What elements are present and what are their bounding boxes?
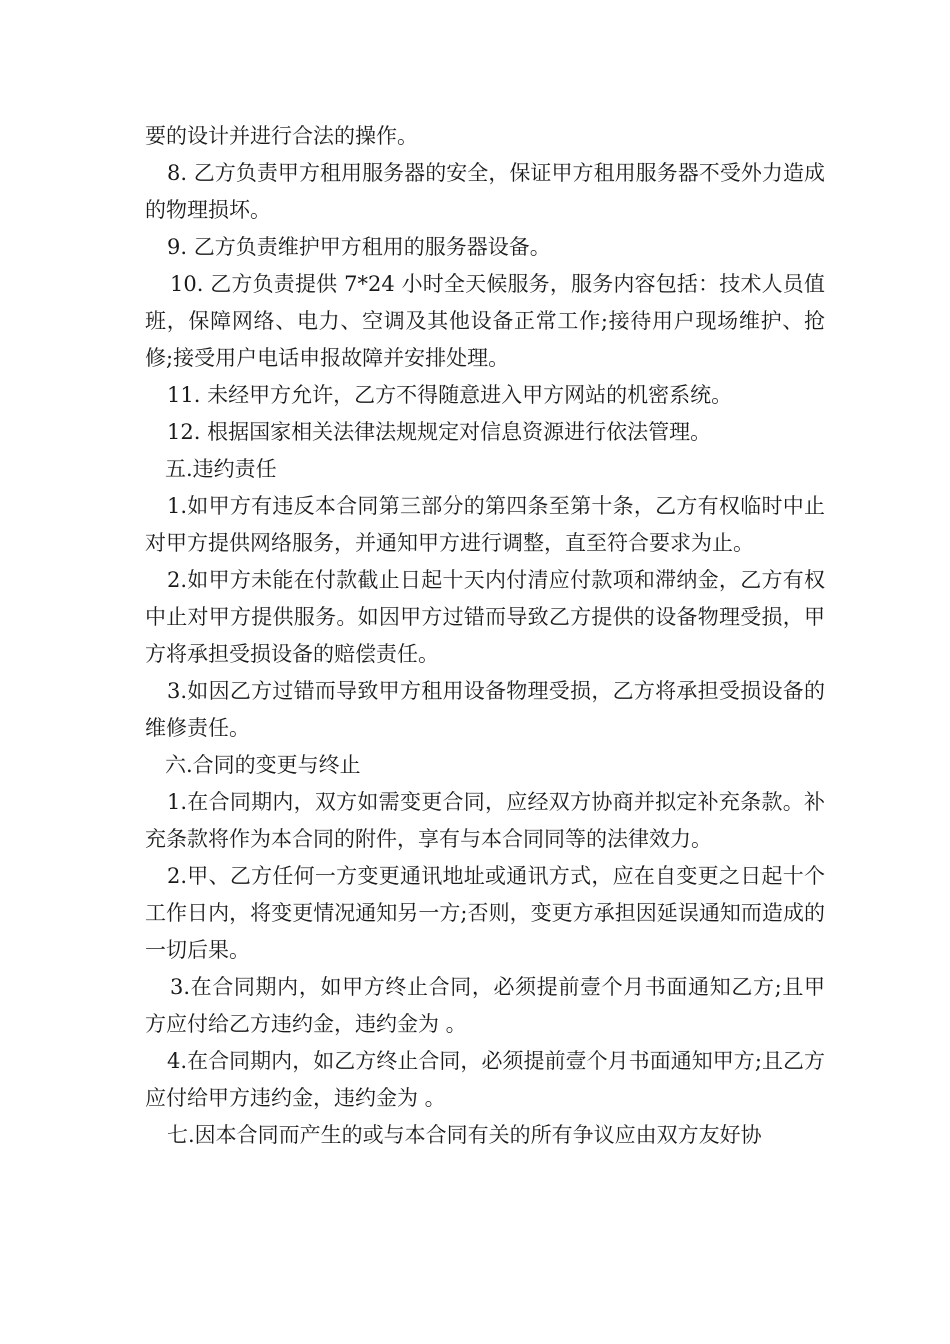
paragraph-clause-9: 9. 乙方负责维护甲方租用的服务器设备。	[167, 235, 551, 259]
paragraph-clause-12: 12. 根据国家相关法律法规规定对信息资源进行依法管理。	[167, 420, 712, 444]
paragraph-continuation: 要的设计并进行合法的操作。	[145, 124, 418, 148]
paragraph-change-3: 3.在合同期内，如甲方终止合同，必须提前壹个月书面通知乙方;且甲方应付给乙方违约金，违约金为 。	[145, 975, 825, 1036]
paragraph-clause-10: 10. 乙方负责提供 7*24 小时全天候服务，服务内容包括：技术人员值班，保障网络、电力、空调及其他设备正常工作;接待用户现场维护、抢修;接受用户电话申报故障并安排处理。	[145, 272, 825, 370]
paragraph-breach-2: 2.如甲方未能在付款截止日起十天内付清应付款项和滞纳金，乙方有权中止对甲方提供服务。如因甲方过错而导致乙方提供的设备物理受损，甲方将承担受损设备的赔偿责任。	[145, 568, 825, 666]
paragraph-change-2: 2.甲、乙方任何一方变更通讯地址或通讯方式，应在自变更之日起十个工作日内，将变更情况通知另一方;否则，变更方承担因延误通知而造成的一切后果。	[145, 864, 825, 962]
paragraph-dispute: 七.因本合同而产生的或与本合同有关的所有争议应由双方友好协	[167, 1123, 762, 1147]
paragraph-change-1: 1.在合同期内，双方如需变更合同，应经双方协商并拟定补充条款。补充条款将作为本合同的附件，享有与本合同同等的法律效力。	[145, 790, 825, 851]
document-body	[145, 118, 825, 1154]
paragraph-breach-3: 3.如因乙方过错而导致甲方租用设备物理受损，乙方将承担受损设备的维修责任。	[145, 679, 825, 740]
section-heading-breach: 五.违约责任	[165, 457, 277, 481]
paragraph-clause-8: 8. 乙方负责甲方租用服务器的安全，保证甲方租用服务器不受外力造成的物理损坏。	[145, 161, 825, 222]
paragraph-change-4: 4.在合同期内，如乙方终止合同，必须提前壹个月书面通知甲方;且乙方应付给甲方违约金，违约金为 。	[145, 1049, 825, 1110]
paragraph-clause-11: 11. 未经甲方允许，乙方不得随意进入甲方网站的机密系统。	[167, 383, 733, 407]
section-heading-change-termination: 六.合同的变更与终止	[165, 753, 361, 777]
paragraph-breach-1: 1.如甲方有违反本合同第三部分的第四条至第十条，乙方有权临时中止对甲方提供网络服务，并通知甲方进行调整，直至符合要求为止。	[145, 494, 825, 555]
